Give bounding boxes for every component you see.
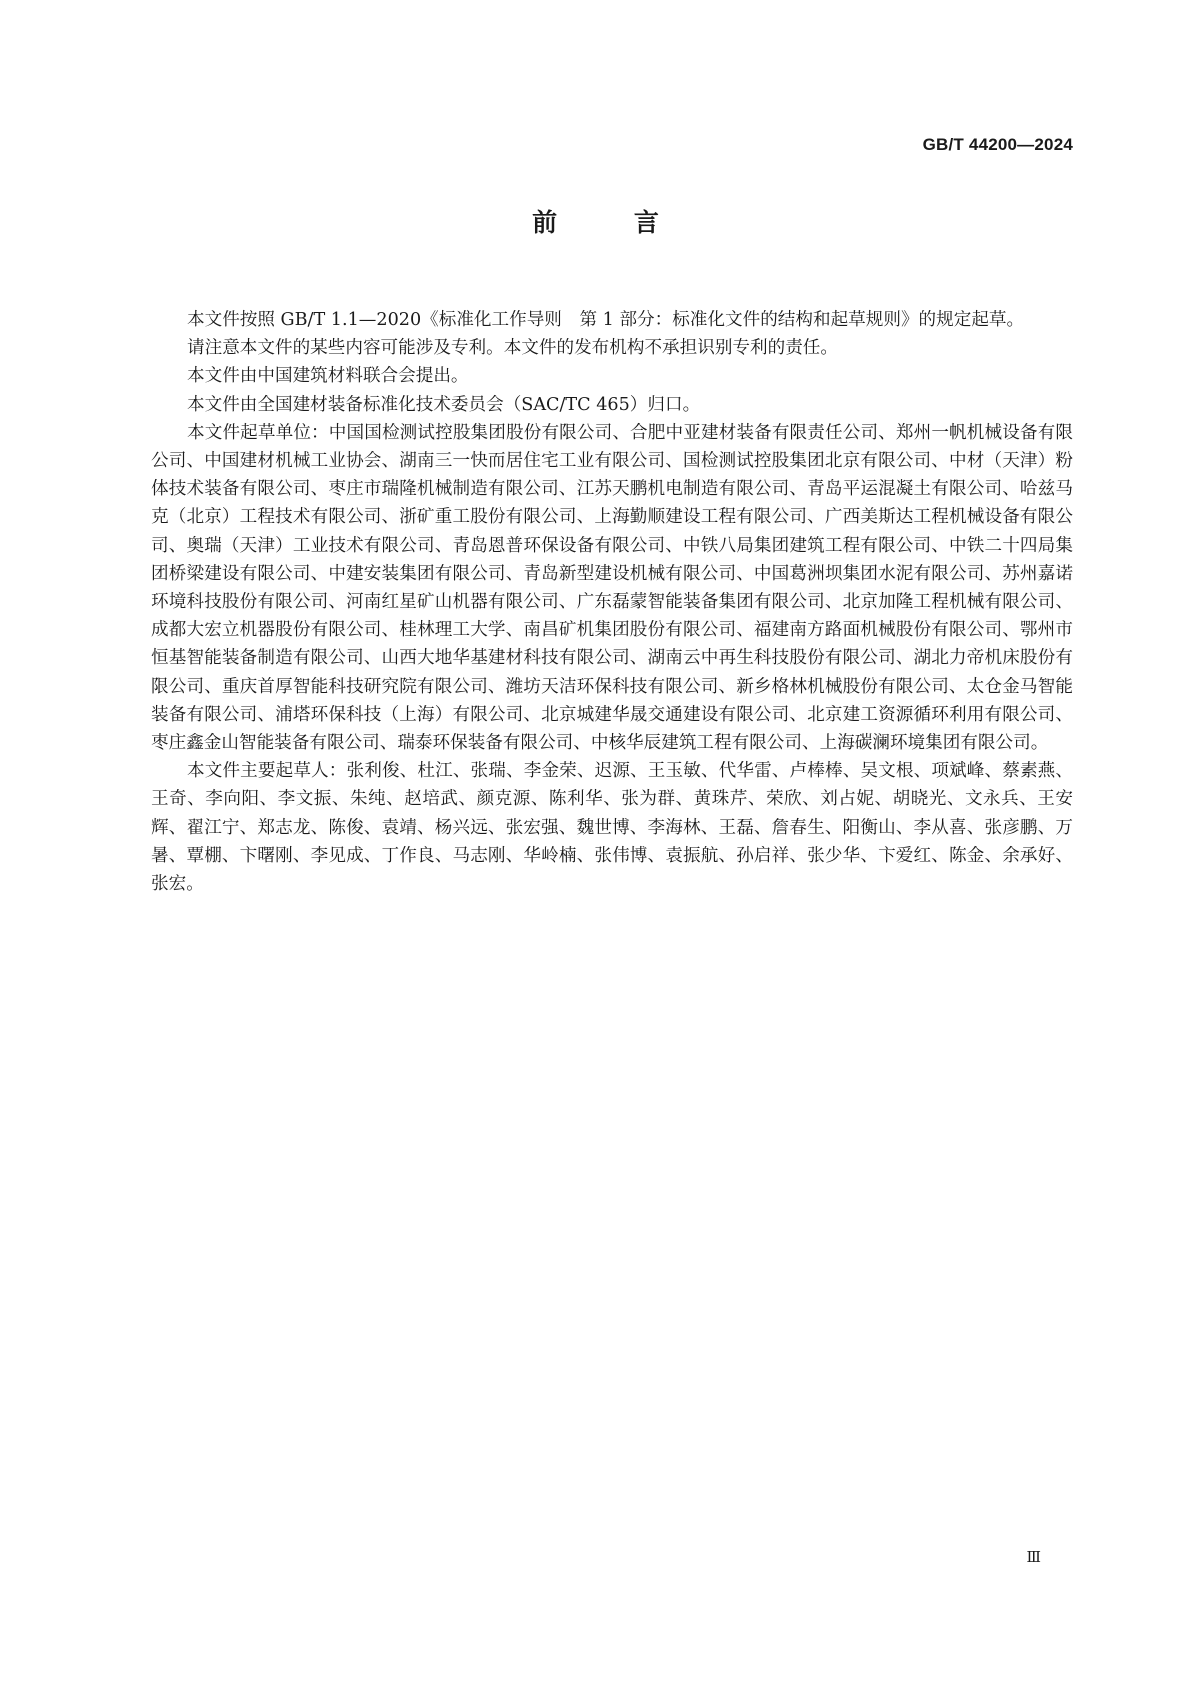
paragraph-drafting-rules: 本文件按照 GB/T 1.1—2020《标准化工作导则 第 1 部分：标准化文件的结构和起草规则》的规定起草。 (187, 310, 1025, 330)
paragraph-administered-by: 本文件由全国建材装备标准化技术委员会（SAC/TC 465）归口。 (187, 394, 701, 415)
paragraph-proposed-by: 本文件由中国建筑材料联合会提出。 (187, 366, 469, 387)
page-title: 前 言 (532, 208, 693, 237)
foreword-body (151, 306, 1073, 898)
paragraph-drafting-organizations: 本文件起草单位：中国国检测试控股集团股份有限公司、合肥中亚建材装备有限责任公司、郑州一帆机械设备有限公司、中国建材机械工业协会、湖南三一快而居住宅工业有限公司、国检测试控股集团北京有限公司、中材（天津）粉体技术装备有限公司、枣庄市瑞隆机械制造有限公司、江苏天鹏机电制造有限公司、青岛平运混凝土有限公司、哈兹马克（北京）工程技术有限公司、浙矿重工股份有限公司、上海勤顺建设工程有限公司、广西美斯达工程机械设备有限公司、奥瑞（天津）工业技术有限公司、青岛恩普环保设备有限公司、中铁八局集团建筑工程有限公司、中铁二十四局集团桥梁建设有限公司、中建安装集团有限公司、青岛新型建设机械有限公司、中国葛洲坝集团水泥有限公司、苏州嘉诺环境科技股份有限公司、河南红星矿山机器有限公司、广东磊蒙智能装备集团有限公司、北京加隆工程机械有限公司、成都大宏立机器股份有限公司、桂林理工大学、南昌矿机集团股份有限公司、福建南方路面机械股份有限公司、鄂州市恒基智能装备制造有限公司、山西大地华基建材科技有限公司、湖南云中再生科技股份有限公司、湖北力帝机床股份有限公司、重庆首厚智能科技研究院有限公司、潍坊天洁环保科技有限公司、新乡格林机械股份有限公司、太仓金马智能装备有限公司、浦塔环保科技（上海）有限公司、北京城建华晟交通建设有限公司、北京建工资源循环利用有限公司、枣庄鑫金山智能装备有限公司、瑞泰环保装备有限公司、中核华辰建筑工程有限公司、上海碳澜环境集团有限公司。 (151, 422, 1073, 754)
paragraph-patent-notice: 请注意本文件的某些内容可能涉及专利。本文件的发布机构不承担识别专利的责任。 (187, 338, 838, 359)
standard-number: GB/T 44200—2024 (922, 135, 1073, 154)
paragraph-principal-drafters: 本文件主要起草人：张利俊、杜江、张瑞、李金荣、迟源、王玉敏、代华雷、卢棒棒、吴文根、项斌峰、蔡素燕、王奇、李向阳、李文振、朱纯、赵培武、颜克源、陈利华、张为群、黄珠芹、荣欣、刘占妮、胡晓光、文永兵、王安辉、翟江宁、郑志龙、陈俊、袁靖、杨兴远、张宏强、魏世博、李海林、王磊、詹春生、阳衡山、李从喜、张彦鹏、万暑、覃棚、卞曙刚、李见成、丁作良、马志刚、华岭楠、张伟博、袁振航、孙启祥、张少华、卞爱红、陈金、余承好、张宏。 (151, 761, 1073, 895)
page-number: Ⅲ (1026, 1548, 1041, 1566)
